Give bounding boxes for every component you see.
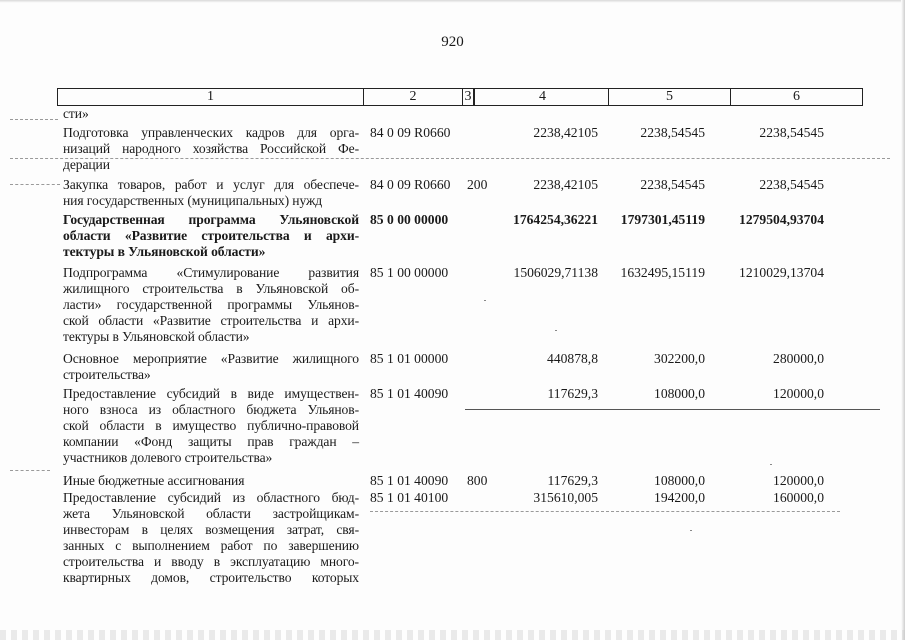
amount-col-5: 2238,54545 [640,125,705,140]
amount-col-5: 2238,54545 [640,177,705,192]
scan-speck [555,330,557,331]
target-code: 85 1 01 40090 [370,386,449,401]
amount-col-5: 194200,0 [654,490,705,505]
description-line: низаций народного хозяйства Российской Фе- [63,141,359,156]
description-line: компании «Фонд защиты прав граждан – [63,434,359,449]
description-line: Государственная программа Ульяновской [63,212,359,227]
description-line: тектуры в Ульяновской области» [63,329,250,344]
amount-col-6: 160000,0 [773,490,824,505]
amount-col-4: 117629,3 [547,473,598,488]
amount-col-6: 2238,54545 [759,125,824,140]
description-line: тектуры в Ульяновской области» [63,244,266,259]
table-header-row [57,88,863,106]
amount-col-5: 1797301,45119 [620,212,705,227]
amount-col-4: 1764254,36221 [513,212,598,227]
description-line: жета Ульяновской области застройщикам- [63,506,359,521]
row-description [63,212,359,260]
row-description [63,106,359,122]
header-col-5: 5 [609,89,731,105]
row-description [63,386,359,466]
scan-speck [770,464,772,465]
description-line: ской области «Развитие строительства и архи- [63,313,359,328]
description-line: строительства и вводу в эксплуатацию много- [63,554,359,569]
scan-artifact-line [370,511,840,512]
amount-col-4: 2238,42105 [533,125,598,140]
amount-col-5: 108000,0 [654,386,705,401]
page-edge-top [0,0,905,3]
description-line: ской области в имущество публично-правовой [63,418,359,433]
expense-type-code: 200 [467,177,488,192]
page-edge-bottom [0,630,905,640]
target-code: 85 1 01 00000 [370,351,449,366]
description-line: Иные бюджетные ассигнования [63,473,245,488]
row-description [63,351,359,383]
description-line: Подготовка управленческих кадров для орга- [63,125,359,140]
scan-speck [484,300,486,301]
description-line: строительства» [63,367,151,382]
header-col-3: 3 [463,89,475,105]
target-code: 84 0 09 R0660 [370,125,451,140]
description-line: Основное мероприятие «Развитие жилищного [63,351,359,366]
amount-col-4: 1506029,71138 [513,265,598,280]
expense-type-code: 800 [467,473,488,488]
header-col-4: 4 [477,89,609,105]
header-col-6: 6 [793,89,800,104]
amount-col-5: 108000,0 [654,473,705,488]
description-line: Подпрограмма «Стимулирование развития [63,265,359,280]
row-description [63,265,359,345]
description-line: ния государственных (муниципальных) нужд [63,193,323,208]
description-line: Предоставление субсидий из областного бюд- [63,490,359,505]
description-line: сти» [63,106,89,121]
row-description [63,490,359,586]
target-code: 84 0 09 R0660 [370,177,451,192]
scan-artifact-line [465,409,880,410]
amount-col-4: 440878,8 [547,351,598,366]
scan-artifact-line [10,158,890,159]
amount-col-5: 1632495,15119 [620,265,705,280]
description-line: Предоставление субсидий в виде имуществен- [63,386,359,401]
amount-col-6: 120000,0 [773,386,824,401]
amount-col-6: 280000,0 [773,351,824,366]
scan-artifact-line [10,470,50,471]
amount-col-5: 302200,0 [654,351,705,366]
header-col-1: 1 [58,89,364,105]
target-code: 85 1 01 40100 [370,490,449,505]
header-col-2: 2 [364,89,463,105]
amount-col-4: 2238,42105 [533,177,598,192]
page-edge-right [901,0,905,640]
description-line: ласти» государственной программы Ульянов- [63,297,359,312]
description-line: Закупка товаров, работ и услуг для обеспече- [63,177,359,192]
description-line: ного взноса из областного бюджета Ульянов- [63,402,359,417]
scan-artifact-line [10,184,60,185]
amount-col-6: 1279504,93704 [739,212,824,227]
row-description [63,473,359,489]
amount-col-4: 315610,005 [533,490,598,505]
page-number: 920 [441,34,464,50]
amount-col-4: 117629,3 [547,386,598,401]
description-line: квартирных домов, строительство которых [63,570,359,585]
description-line: занных с выполнением работ по завершению [63,538,359,553]
description-line: жилищного строительства в Ульяновской об- [63,281,359,296]
description-line: инвесторам в целях возмещения затрат, свя- [63,522,359,537]
description-line: дерации [63,157,110,172]
amount-col-6: 120000,0 [773,473,824,488]
description-line: области «Развитие строительства и архи- [63,228,359,243]
description-line: участников долевого строительства» [63,450,273,465]
amount-col-6: 2238,54545 [759,177,824,192]
scan-artifact-line [10,119,58,120]
target-code: 85 1 01 40090 [370,473,449,488]
target-code: 85 0 00 00000 [370,212,449,227]
target-code: 85 1 00 00000 [370,265,449,280]
row-description [63,125,359,173]
amount-col-6: 1210029,13704 [739,265,824,280]
scan-speck [690,530,692,531]
row-description [63,177,359,209]
